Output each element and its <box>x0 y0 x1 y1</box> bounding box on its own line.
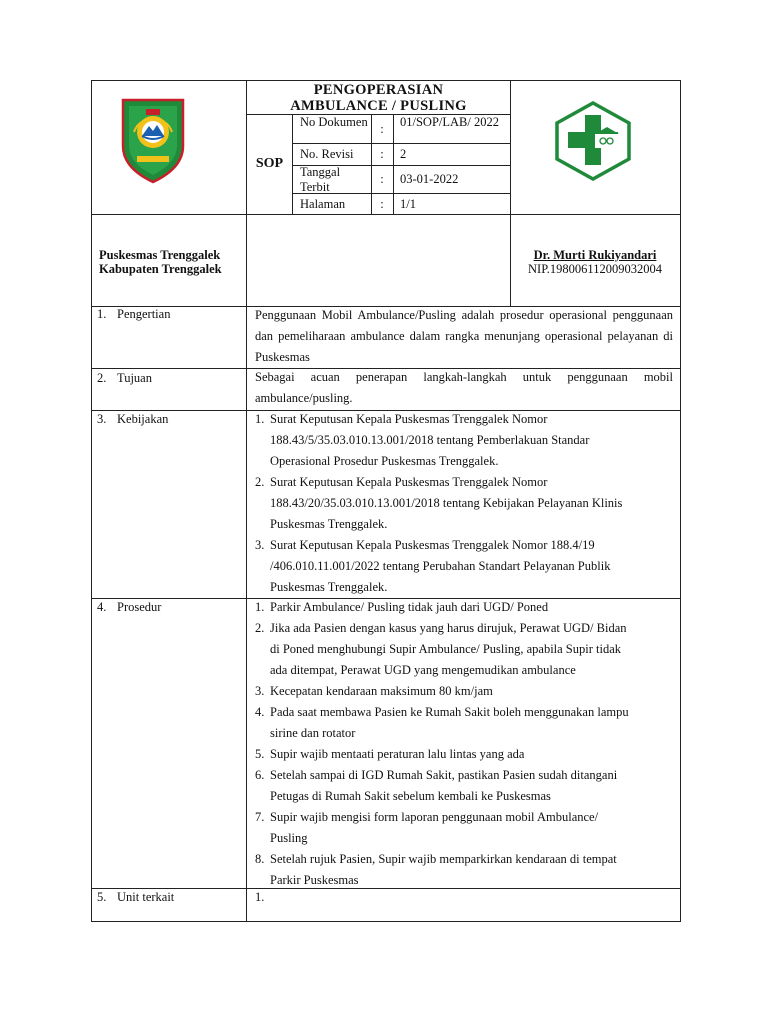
list-item <box>255 409 675 472</box>
list-item-line <box>270 887 675 908</box>
list-item <box>255 765 675 807</box>
list-item-line: ada ditempat, Perawat UGD yang mengemudikan ambulance <box>270 663 576 677</box>
list-item <box>255 744 675 765</box>
list-item-line: Parkir Ambulance/ Pusling tidak jauh dari UGD/ Poned <box>270 600 549 614</box>
list-item-line: Puskesmas Trenggalek. <box>270 580 388 594</box>
meta-label-tanggal-terbit: Tanggal Terbit <box>300 165 341 194</box>
list-item-line: Setelah sampai di IGD Rumah Sakit, pastikan Pasien sudah ditangani <box>270 768 618 782</box>
pengertian-text: Penggunaan Mobil Ambulance/Pusling adalah prosedur operasional penggunaan dan pemeliharaan ambulance dalam rangka menunjang operasional pelayanan di Puskesmas <box>255 308 673 364</box>
list-item-line: Surat Keputusan Kepala Puskesmas Trenggalek Nomor <box>270 475 548 489</box>
list-item-line: Pada saat membawa Pasien ke Rumah Sakit boleh menggunakan lampu <box>270 705 629 719</box>
table-column-divider <box>246 80 247 922</box>
list-item-line: Supir wajib mengisi form laporan penggunaan mobil Ambulance/ <box>270 810 599 824</box>
table-column-divider <box>292 114 293 214</box>
list-item-line: Supir wajib mentaati peraturan lalu lintas yang ada <box>270 747 525 761</box>
list-item-number: 2. <box>255 475 265 489</box>
table-border-top <box>91 80 680 81</box>
section-label-unit-terkait: 5. Unit terkait <box>97 890 175 904</box>
list-item <box>255 849 675 891</box>
list-item-line: 188.43/5/35.03.010.13.001/2018 tentang Pemberlakuan Standar <box>270 433 590 447</box>
table-border-right <box>680 80 681 922</box>
logo-kabupaten-trenggalek-icon <box>120 96 186 184</box>
list-item-line: Kecepatan kendaraan maksimum 80 km/jam <box>270 684 493 698</box>
list-item-line: Parkir Puskesmas <box>270 873 359 887</box>
list-item-line: Jika ada Pasien dengan kasus yang harus dirujuk, Perawat UGD/ Bidan <box>270 621 627 635</box>
meta-colon: : <box>380 197 384 211</box>
list-item-number: 3. <box>255 684 265 698</box>
section-label-tujuan: 2. Tujuan <box>97 371 152 385</box>
sop-label: SOP <box>255 156 284 171</box>
section-label-prosedur: 4. Prosedur <box>97 600 162 614</box>
meta-value-no-dokumen: 01/SOP/LAB/ 2022 <box>400 115 499 129</box>
meta-value-no-revisi: 2 <box>400 147 407 161</box>
meta-label-no-dokumen: No Dokumen <box>300 115 368 129</box>
table-rule <box>91 214 680 215</box>
prosedur-list <box>255 597 675 891</box>
list-item-line: Operasional Prosedur Puskesmas Trenggalek. <box>270 454 499 468</box>
kebijakan-list <box>255 409 675 598</box>
list-item <box>255 472 675 535</box>
section-label-kebijakan: 3. Kebijakan <box>97 412 169 426</box>
list-item-line: Setelah rujuk Pasien, Supir wajib memparkirkan kendaraan di tempat <box>270 852 617 866</box>
list-item-number: 1. <box>255 600 265 614</box>
org-name-line: Puskesmas Trenggalek <box>99 248 221 262</box>
list-item-line: Surat Keputusan Kepala Puskesmas Trenggalek Nomor 188.4/19 <box>270 538 595 552</box>
list-item-line: /406.010.11.001/2022 tentang Perubahan Standart Pelayanan Publik <box>270 559 611 573</box>
list-item <box>255 535 675 598</box>
list-item-line: Surat Keputusan Kepala Puskesmas Trenggalek Nomor <box>270 412 548 426</box>
list-item <box>255 618 675 681</box>
title-line: AMBULANCE / PUSLING <box>290 98 467 114</box>
list-item-number: 7. <box>255 810 265 824</box>
meta-value-tanggal-terbit: 03-01-2022 <box>400 172 459 186</box>
list-item-line: sirine dan rotator <box>270 726 356 740</box>
table-border-left <box>91 80 92 922</box>
list-item-line: 188.43/20/35.03.010.13.001/2018 tentang Kebijakan Pelayanan Klinis <box>270 496 623 510</box>
list-item-number: 3. <box>255 538 265 552</box>
table-column-divider <box>393 114 394 214</box>
table-rule <box>292 143 510 144</box>
title-line: PENGOPERASIAN <box>313 82 444 98</box>
meta-label-no-revisi: No. Revisi <box>300 147 354 161</box>
list-item-number: 5. <box>255 747 265 761</box>
logo-puskesmas-icon <box>554 101 632 181</box>
tujuan-text: Sebagai acuan penerapan langkah-langkah untuk penggunaan mobil ambulance/pusling. <box>255 370 673 405</box>
meta-colon: : <box>380 172 384 186</box>
list-item-number: 4. <box>255 705 265 719</box>
list-item <box>255 681 675 702</box>
list-item-line: Petugas di Rumah Sakit sebelum kembali ke Puskesmas <box>270 789 551 803</box>
list-item-line: Pusling <box>270 831 308 845</box>
meta-colon: : <box>380 147 384 161</box>
list-item-number: 8. <box>255 852 265 866</box>
list-item-number: 1. <box>255 412 265 426</box>
meta-value-halaman: 1/1 <box>400 197 416 211</box>
list-item-line: Puskesmas Trenggalek. <box>270 517 388 531</box>
list-item <box>255 597 675 618</box>
list-item <box>255 887 675 908</box>
list-item-number: 6. <box>255 768 265 782</box>
table-border-bottom <box>91 921 680 922</box>
document-title <box>247 82 510 114</box>
meta-colon: : <box>380 122 384 136</box>
head-name: Dr. Murti Rukiyandari <box>533 248 657 262</box>
meta-label-halaman: Halaman <box>300 197 346 211</box>
list-item <box>255 702 675 744</box>
list-item <box>255 807 675 849</box>
section-label-pengertian: 1. Pengertian <box>97 307 171 321</box>
org-name-line: Kabupaten Trenggalek <box>99 262 222 276</box>
unit-terkait-list <box>255 887 675 908</box>
list-item-number: 1. <box>255 890 265 904</box>
list-item-number: 2. <box>255 621 265 635</box>
head-nip: NIP.198006112009032004 <box>528 262 662 276</box>
list-item-line: di Poned menghubungi Supir Ambulance/ Pusling, apabila Supir tidak <box>270 642 622 656</box>
